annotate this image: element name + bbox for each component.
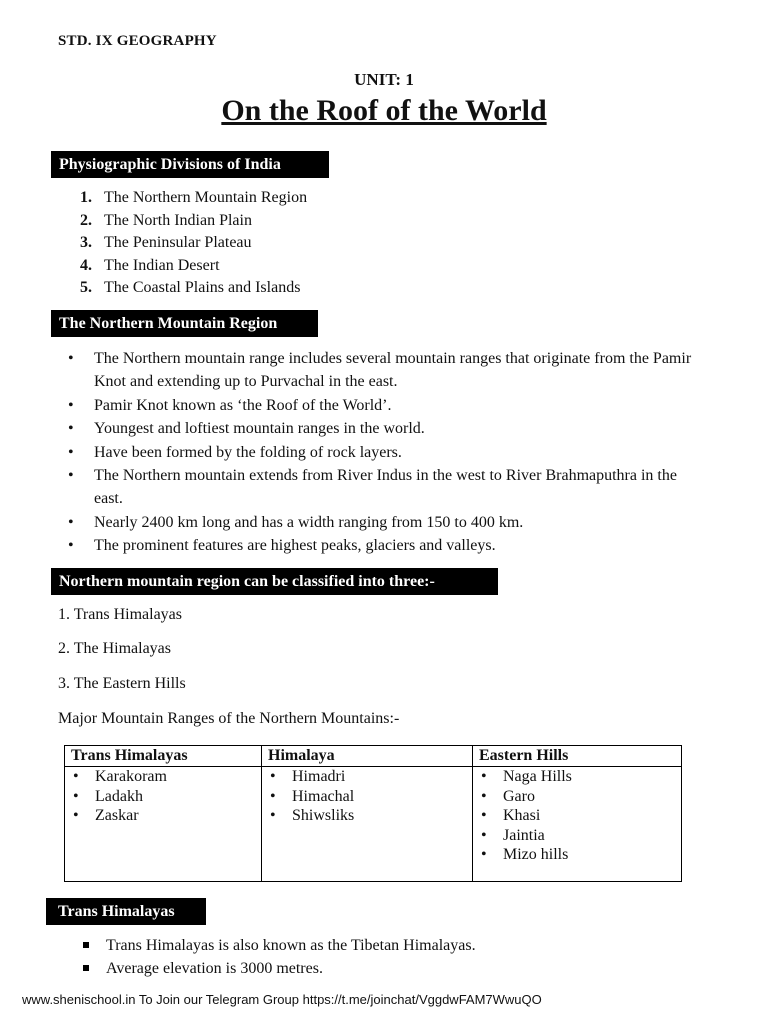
list-item: • Mizo hills (479, 845, 675, 865)
bullet-item: • Pamir Knot known as ‘the Roof of the World’. (68, 394, 708, 417)
table-caption: Major Mountain Ranges of the Northern Mountains:- (58, 710, 400, 727)
list-item: • Khasi (479, 806, 675, 826)
list-number: 2. (80, 211, 92, 229)
list-text: The Peninsular Plateau (104, 234, 252, 252)
list-text: The Indian Desert (104, 256, 220, 274)
bullet-item: • The Northern mountain range includes several mountain ranges that originate from the Pamir Knot and extending up to Purvachal in the east. (68, 347, 708, 394)
physiographic-divisions-list (80, 187, 307, 300)
list-text: The Northern Mountain Region (104, 189, 308, 206)
list-item (80, 210, 307, 233)
unit-label: UNIT: 1 (354, 70, 414, 89)
list-item: • Shiwsliks (268, 806, 466, 826)
mountain-ranges-table (64, 745, 682, 882)
classification-item-3: 3. The Eastern Hills (58, 675, 186, 692)
list-number: 1. (80, 189, 92, 206)
list-item: • Garo (479, 787, 675, 807)
table-cell-eastern-hills (473, 767, 682, 882)
bullet-item: • Youngest and loftiest mountain ranges in the world. (68, 417, 708, 440)
list-item: • Himachal (268, 787, 466, 807)
section-heading-physiographic: Physiographic Divisions of India (51, 151, 329, 178)
trans-himalayas-bullets (80, 934, 476, 980)
bullet-item: • The Northern mountain extends from River Indus in the west to River Brahmaputhra in the east. (68, 464, 708, 511)
list-item (80, 255, 307, 278)
section-heading-northern-mountain-region: The Northern Mountain Region (51, 310, 318, 337)
list-item: • Zaskar (71, 806, 255, 826)
footer-link[interactable]: www.shenischool.in To Join our Telegram Group https://t.me/joinchat/VggdwFAM7WwuQO (22, 992, 542, 1007)
subject-label: STD. IX GEOGRAPHY (58, 33, 217, 49)
column-header: Himalaya (262, 746, 473, 767)
list-item (80, 277, 307, 300)
list-item: • Karakoram (71, 767, 255, 787)
list-item: • Jaintia (479, 826, 675, 846)
list-item (80, 232, 307, 255)
list-item (80, 187, 307, 210)
list-number: 3. (80, 234, 92, 252)
list-text: The Coastal Plains and Islands (104, 279, 301, 297)
bullet-item: • Nearly 2400 km long and has a width ranging from 150 to 400 km. (68, 511, 708, 534)
list-item: • Ladakh (71, 787, 255, 807)
table-row (65, 767, 682, 882)
list-item: • Himadri (268, 767, 466, 787)
table-header-row (65, 746, 682, 767)
bullet-item: Average elevation is 3000 metres. (80, 957, 476, 980)
list-text: The North Indian Plain (104, 211, 252, 229)
classification-item-1: 1. Trans Himalayas (58, 606, 182, 623)
section-heading-classification: Northern mountain region can be classified into three:- (51, 568, 498, 595)
classification-item-2: 2. The Himalayas (58, 640, 172, 657)
list-number: 5. (80, 279, 92, 297)
bullet-item: • Have been formed by the folding of rock layers. (68, 441, 708, 464)
section-heading-trans-himalayas: Trans Himalayas (46, 898, 206, 925)
northern-mountain-bullets (68, 347, 708, 558)
table-cell-trans-himalayas (65, 767, 262, 882)
column-header: Trans Himalayas (65, 746, 262, 767)
column-header: Eastern Hills (473, 746, 682, 767)
table-cell-himalaya (262, 767, 473, 882)
page-title: On the Roof of the World (221, 94, 547, 127)
bullet-item: • The prominent features are highest peaks, glaciers and valleys. (68, 534, 708, 557)
list-item: • Naga Hills (479, 767, 675, 787)
bullet-item: Trans Himalayas is also known as the Tibetan Himalayas. (80, 934, 476, 957)
list-number: 4. (80, 256, 92, 274)
